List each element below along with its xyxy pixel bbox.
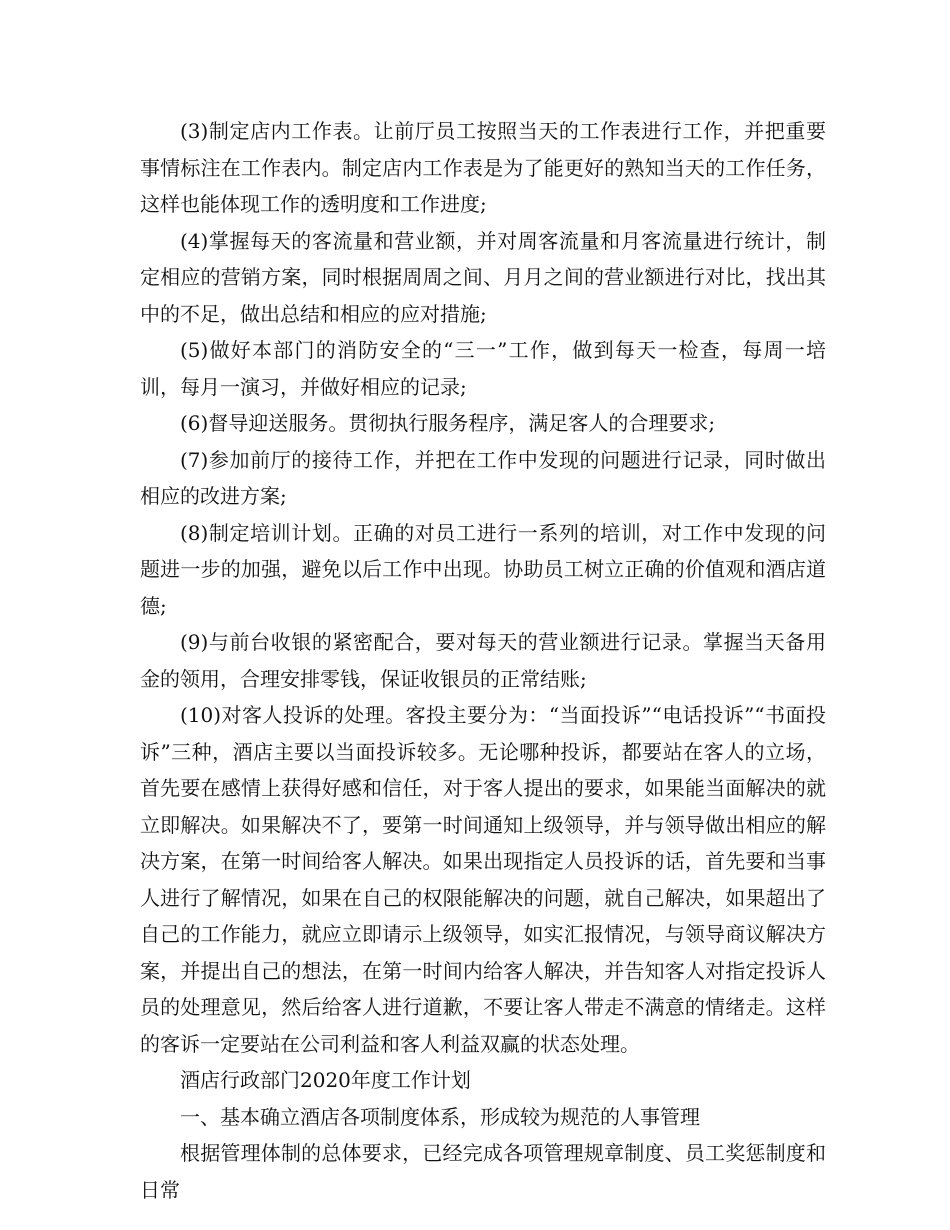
paragraph-item-4: (4)掌握每天的客流量和营业额，并对周客流量和月客流量进行统计，制定相应的营销方案，同时根据周周之间、月月之间的营业额进行对比，找出其中的不足，做出总结和相应的应对措施; bbox=[140, 228, 826, 326]
paragraph-item-10: (10)对客人投诉的处理。客投主要分为：“当面投诉”“电话投诉”“书面投诉”三种，酒店主要以当面投诉较多。无论哪种投诉，都要站在客人的立场，首先要在感情上获得好感和信任，对于客人提出的要求，如果能当面解决的就立即解决。如果解决不了，要第一时间通知上级领导，并与领导做出相应的解决方案，在第一时间给客人解决。如果出现指定人员投诉的话，首先要和当事人进行了解情况，如果在自己的权限能解决的问题，就自己解决，如果超出了自己的工作能力，就应立即请示上级领导，如实汇报情况，与领导商议解决方案，并提出自己的想法，在第一时间内给客人解决，并告知客人对指定投诉人员的处理意见，然后给客人进行道歉，不要让客人带走不满意的情绪走。这样的客诉一定要站在公司利益和客人利益双赢的状态处理。 bbox=[140, 703, 826, 1056]
paragraph-item-7: (7)参加前厅的接待工作，并把在工作中发现的问题进行记录，同时做出相应的改进方案; bbox=[140, 447, 826, 508]
paragraph-item-8: (8)制定培训计划。正确的对员工进行一系列的培训，对工作中发现的问题进一步的加强，避免以后工作中出现。协助员工树立正确的价值观和酒店道德; bbox=[140, 520, 826, 618]
section-heading-1: 一、基本确立酒店各项制度体系，形成较为规范的人事管理 bbox=[180, 1104, 700, 1129]
paragraph-item-3: (3)制定店内工作表。让前厅员工按照当天的工作表进行工作，并把重要事情标注在工作表内。制定店内工作表是为了能更好的熟知当天的工作任务，这样也能体现工作的透明度和工作进度; bbox=[140, 119, 826, 216]
section-title: 酒店行政部门2020年度工作计划 bbox=[180, 1068, 471, 1092]
body-paragraph: 根据管理体制的总体要求，已经完成各项管理规章制度、员工奖惩制度和日常 bbox=[140, 1141, 826, 1202]
paragraph-item-5: (5)做好本部门的消防安全的“三一”工作，做到每天一检查，每周一培训，每月一演习，并做好相应的记录; bbox=[140, 338, 826, 399]
paragraph-item-9: (9)与前台收银的紧密配合，要对每天的营业额进行记录。掌握当天备用金的领用，合理安排零钱，保证收银员的正常结账; bbox=[140, 630, 826, 691]
paragraph-item-6: (6)督导迎送服务。贯彻执行服务程序，满足客人的合理要求; bbox=[180, 411, 716, 435]
document-page bbox=[140, 113, 826, 1208]
